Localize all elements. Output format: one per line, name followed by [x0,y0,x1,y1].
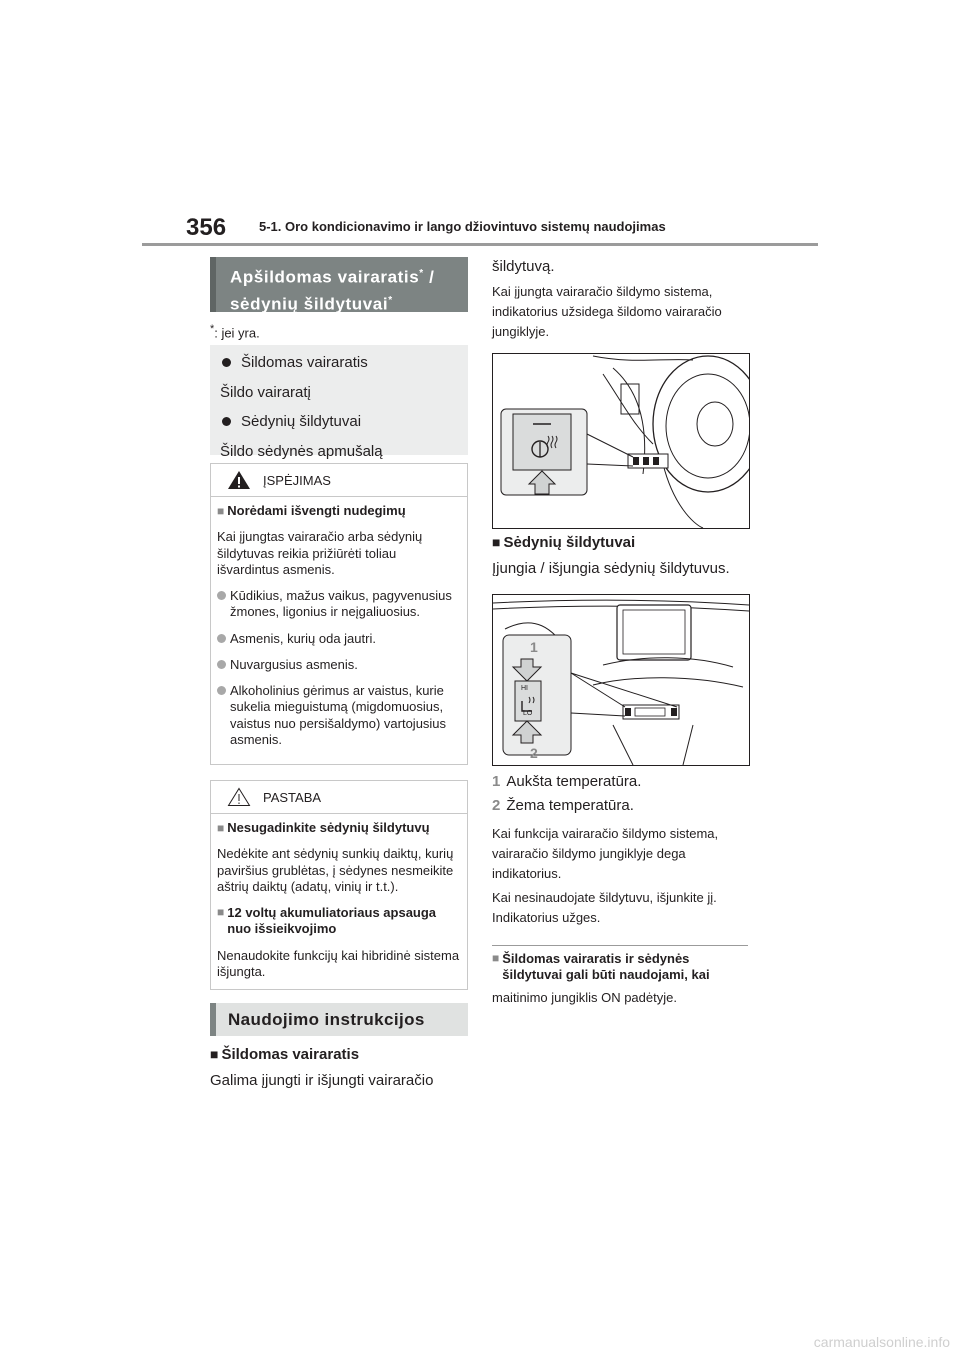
seat-heater-illustration [492,594,750,766]
callout-1: 1 [530,639,538,655]
bullet-dot [222,417,231,426]
steering-note: Kai įjungta vairaračio šildymo sistema, indikatorius užsidega šildomo vairaračio jungiklyje. [492,284,722,340]
notice-label: PASTABA [263,789,322,805]
list-item: Nuvargusius asmenis. [217,657,461,673]
notice-para-1: Nedėkite ant sėdynių sunkių daiktų, kurių paviršius grublėtas, į sėdynes nesmeikite aštrių daiktų (adatų, vinių ir t.t.). [217,846,454,894]
seats-heading: ■ Sėdynių šildytuvai [492,534,636,551]
steering-text: Galima įjungti ir išjungti vairaračio [210,1072,434,1089]
warning-sub-1: Norėdami išvengti nudegimų [227,503,406,518]
steering-heading: ■ Šildomas vairaratis [210,1046,360,1063]
section-heading-heating: Apšildomas vairaratis* / sėdynių šildytuvai* [210,257,468,312]
heading-line-2: sėdynių šildytuvai [230,294,389,314]
lo-label: LO [523,710,533,717]
footnote: *: jei yra. [210,323,260,341]
steering-text-cont: šildytuvą. [492,258,555,275]
bullet-dot [222,358,231,367]
caution-icon [227,787,251,807]
warning-para-1: Kai įjungtas vairaračio arba sėdynių šildytuvas reikia prižiūrėti toliau išvardintus asmenis. [217,529,423,577]
steering-heater-illustration [492,353,750,529]
notice-sub-2: 12 voltų akumuliatoriaus apsauga nuo išsieikvojimo [227,905,437,937]
notice-para-2: Nenaudokite funkcijų kai hibridinė sistema išjungta. [217,947,460,979]
square-bullet-icon: ■ [217,905,225,919]
warning-header [211,464,467,497]
watermark: carmanualsonline.info [813,1334,950,1350]
feature-2-desc: Šildo sėdynės apmušalą [220,442,383,460]
chapter-title: 5-1. Oro kondicionavimo ir lango džiovintuvo sistemų naudojimas [259,219,666,234]
square-bullet-icon: ■ [492,951,500,965]
list-item: Kūdikius, mažus vaikus, pagyvenusius žmones, ligonius ir neįgaliuosius. [217,588,461,621]
list-item: Alkoholinius gėrimus ar vaistus, kurie sukelia mieguistumą (migdomuosius, vaistus nuo persišaldymo) vartojusius asmenis. [217,683,461,748]
warning-icon [227,470,251,490]
seats-note-1: Kai funkcija vairaračio šildymo sistema, vairaračio šildymo jungiklyje dega indikatorius. [492,826,719,882]
square-bullet-icon: ■ [217,504,225,518]
feature-1-title: Šildomas vairaratis [241,354,368,371]
features-box [210,345,468,460]
feature-2-title: Sėdynių šildytuvai [241,413,362,430]
section-heading-usage: Naudojimo instrukcijos [210,1003,468,1036]
feature-1-desc: Šildo vairaratį [220,383,311,401]
notice-box [210,780,468,990]
info-text: maitinimo jungiklis ON padėtyje. [492,990,677,1005]
header-rule [142,243,818,246]
list-item: Asmenis, kurių oda jautri. [217,631,461,647]
callout-2: 2 [530,745,538,761]
warning-label: ĮSPĖJIMAS [263,472,331,488]
numbered-item: 1 Aukšta temperatūra. [492,773,642,790]
seats-text: Įjungia / išjungia sėdynių šildytuvus. [492,560,730,577]
seats-note-2: Kai nesinaudojate šildytuvu, išjunkite jį. Indikatorius užges. [492,890,717,926]
warning-box [210,463,468,765]
heading-line-1: Apšildomas vairaratis [230,267,420,287]
notice-sub-1: Nesugadinkite sėdynių šildytuvų [227,820,430,835]
square-bullet-icon: ■ [217,821,225,835]
divider [492,945,748,946]
page-number: 356 [186,214,227,241]
numbered-item: 2 Žema temperatūra. [492,797,634,814]
hi-label: HI [521,685,528,692]
notice-header [211,781,467,814]
info-heading: ■ Šildomas vairaratis ir sėdynės šildytuvai gali būti naudojami, kai [492,951,710,983]
